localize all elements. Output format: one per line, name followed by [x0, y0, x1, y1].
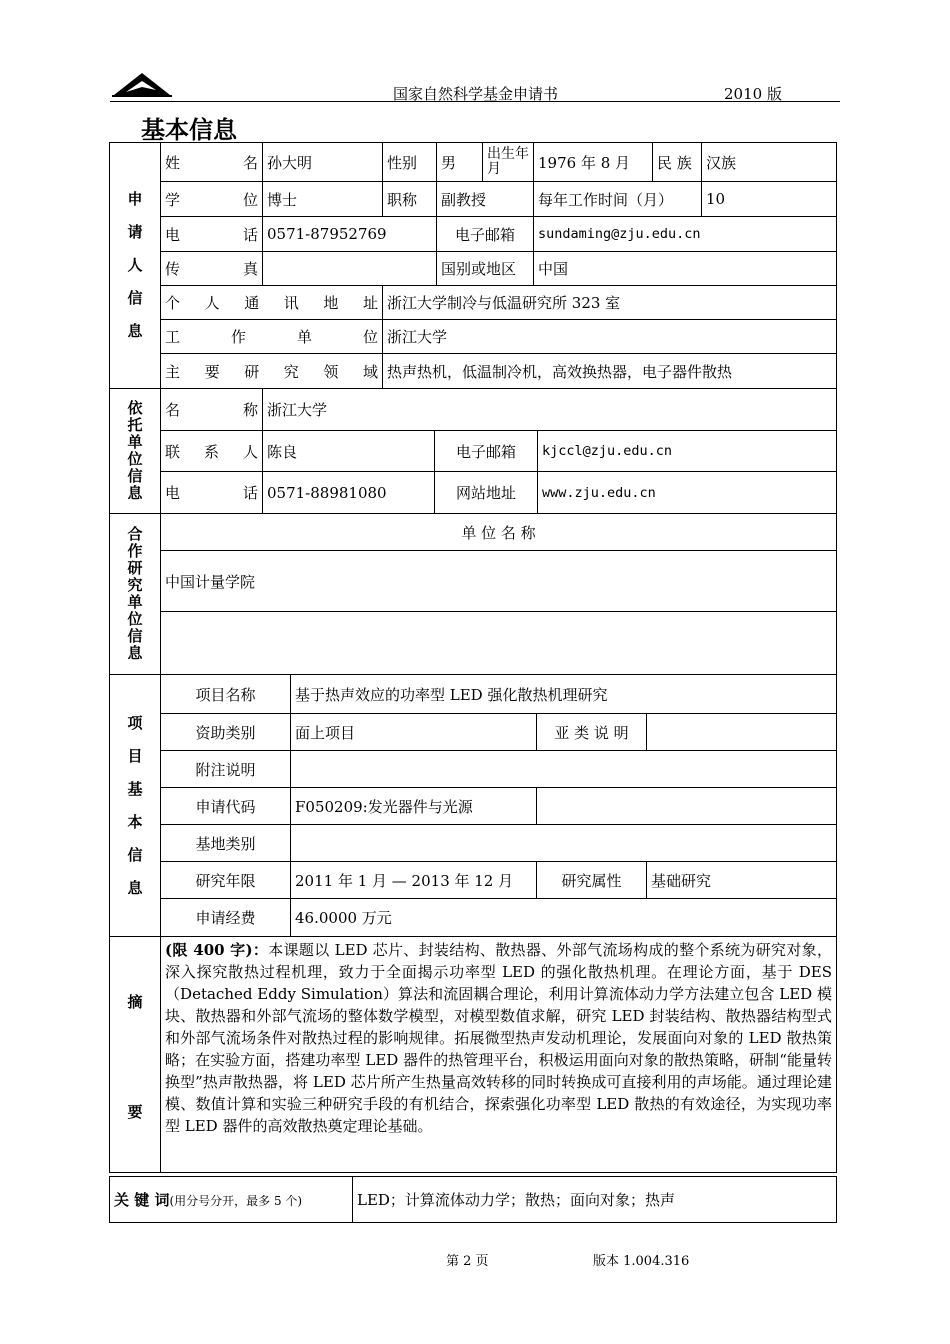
name-label: 姓名 [161, 143, 263, 182]
project-table [109, 674, 837, 937]
code-label: 申请代码 [161, 788, 291, 825]
partner-column-header: 单 位 名 称 [161, 514, 837, 551]
degree-label: 学位 [161, 182, 263, 217]
fax-label: 传真 [161, 252, 263, 286]
gender-value: 男 [437, 143, 483, 182]
keywords-hint: (用分号分开，最多 5 个) [169, 1194, 303, 1208]
note-value [291, 751, 837, 788]
worktime-label: 每年工作时间（月） [534, 182, 702, 217]
research-label: 主要研究领域 [161, 354, 383, 389]
host-phone-label: 电话 [161, 472, 263, 514]
footer-version: 版本 1.004.316 [593, 1254, 690, 1269]
country-value: 中国 [534, 252, 837, 286]
host-contact-value: 陈良 [263, 431, 435, 472]
funding-label: 资助类别 [161, 714, 291, 751]
project-name-label: 项目名称 [161, 675, 291, 714]
host-name-label: 名称 [161, 389, 263, 431]
phone-label: 电话 [161, 217, 263, 252]
host-table [109, 388, 837, 514]
period-value: 2011 年 1 月 — 2013 年 12 月 [291, 862, 537, 899]
host-name-value: 浙江大学 [263, 389, 837, 431]
title-value: 副教授 [437, 182, 534, 217]
worktime-value: 10 [702, 182, 837, 217]
unit-value: 浙江大学 [383, 320, 837, 354]
host-email-label: 电子邮箱 [435, 431, 538, 472]
degree-value: 博士 [263, 182, 383, 217]
partner-unit-1: 中国计量学院 [161, 551, 837, 612]
research-value: 热声热机，低温制冷机，高效换热器，电子器件散热 [383, 354, 837, 389]
code-value: F050209:发光器件与光源 [291, 788, 537, 825]
applicant-table [109, 142, 837, 389]
base-label: 基地类别 [161, 825, 291, 862]
unit-label: 工作单位 [161, 320, 383, 354]
budget-label: 申请经费 [161, 899, 291, 937]
project-name-value: 基于热声效应的功率型 LED 强化散热机理研究 [291, 675, 837, 714]
host-contact-label: 联系人 [161, 431, 263, 472]
fax-value [263, 252, 437, 286]
host-email-value: kjccl@zju.edu.cn [538, 431, 837, 472]
footer-page-number: 第 2 页 [446, 1254, 489, 1269]
period-label: 研究年限 [161, 862, 291, 899]
host-website-label: 网站地址 [435, 472, 538, 514]
applicant-side-label: 申 请 人 信 息 [110, 143, 161, 389]
abstract-side-label: 摘 要 [110, 937, 161, 1173]
nsfc-logo-icon [112, 68, 172, 98]
gender-label: 性别 [383, 143, 437, 182]
email-label: 电子邮箱 [437, 217, 534, 252]
name-value: 孙大明 [263, 143, 383, 182]
keywords-table [109, 1176, 837, 1223]
host-phone-value: 0571-88981080 [263, 472, 435, 514]
attr-label: 研究属性 [537, 862, 647, 899]
address-label: 个人通讯地址 [161, 286, 383, 320]
header-title: 国家自然科学基金申请书 [393, 85, 559, 103]
section-title: 基本信息 [141, 116, 237, 144]
funding-value: 面上项目 [291, 714, 537, 751]
birth-label: 出生年月 [483, 143, 534, 182]
ethnic-label: 民 族 [653, 143, 702, 182]
title-label: 职称 [383, 182, 437, 217]
address-value: 浙江大学制冷与低温研究所 323 室 [383, 286, 837, 320]
abstract-table [109, 936, 837, 1173]
header-divider [110, 101, 840, 102]
project-side-label: 项 目 基 本 信 息 [110, 675, 161, 937]
abstract-text [161, 937, 837, 1173]
keywords-label-cell [110, 1177, 353, 1223]
partner-table [109, 513, 837, 675]
country-label: 国别或地区 [437, 252, 534, 286]
attr-value: 基础研究 [647, 862, 837, 899]
host-side-label: 依 托 单 位 信 息 [110, 389, 161, 514]
header-edition: 2010 版 [724, 85, 782, 103]
note-label: 附注说明 [161, 751, 291, 788]
budget-value: 46.0000 万元 [291, 899, 837, 937]
phone-value: 0571-87952769 [263, 217, 437, 252]
abstract-body: 本课题以 LED 芯片、封装结构、散热器、外部气流场构成的整个系统为研究对象，深入探究散热过程机理，致力于全面揭示功率型 LED 的强化散热机理。在理论方面，基于 DES（Detached Eddy Simulation）算法和流固耦合理论，利用计算流体动力学方法建立包含 LED 模块、散热器和外部气流场的整体数学模型，对模型数值求解，研究 LED 封装结构、散热器结构型式和外部气流场条件对散热过程的影响规律。拓展微型热声发动机理论，发展面向对象的 LED 散热策略；在实验方面，搭建功率型 LED 器件的热管理平台，积极运用面向对象的散热策略，研制“能量转换型”热声散热器，将 LED 芯片所产生热量高效转移的同时转换成可直接利用的声场能。通过理论建模、数值计算和实验三种研究手段的有机结合，探索强化功率型 LED 散热的有效途径，为实现功率型 LED 器件的高效散热奠定理论基础。 [165, 941, 832, 1135]
keywords-value: LED；计算流体动力学；散热；面向对象；热声 [353, 1177, 837, 1223]
birth-value: 1976 年 8 月 [534, 143, 653, 182]
partner-unit-2 [161, 612, 837, 675]
abstract-limit: (限 400 字)： [165, 941, 269, 959]
base-value [291, 825, 837, 862]
subtype-label: 亚 类 说 明 [537, 714, 647, 751]
code-extra [537, 788, 837, 825]
subtype-value [647, 714, 837, 751]
host-website-value: www.zju.edu.cn [538, 472, 837, 514]
email-value: sundaming@zju.edu.cn [534, 217, 837, 252]
ethnic-value: 汉族 [702, 143, 837, 182]
partner-side-label: 合 作 研 究 单 位 信 息 [110, 514, 161, 675]
keywords-label: 关 键 词 [114, 1191, 170, 1209]
